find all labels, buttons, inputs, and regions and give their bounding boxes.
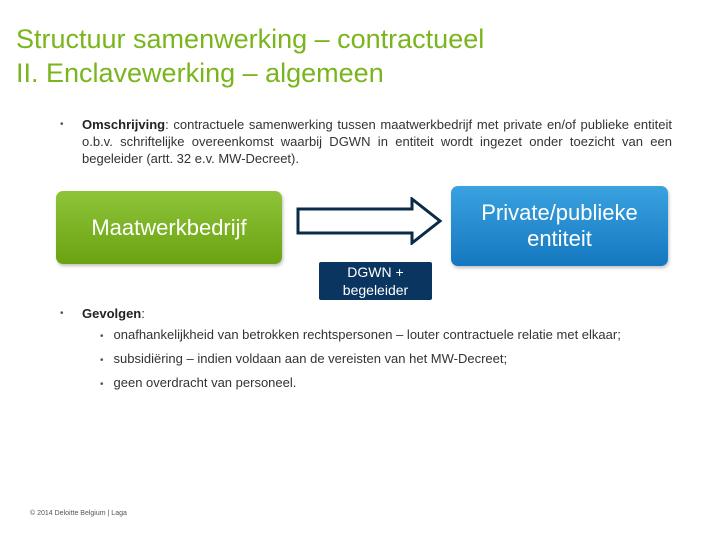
slide-title — [16, 22, 484, 90]
consequences-bullet — [60, 305, 660, 322]
dgwn-line-1: DGWN + — [347, 264, 404, 280]
dgwn-line-2: begeleider — [342, 282, 409, 298]
consequence-item — [100, 375, 296, 390]
consequence-text: geen overdracht van personeel. — [113, 375, 297, 390]
description-text — [82, 116, 672, 167]
bullet-icon: • — [60, 308, 64, 319]
maatwerkbedrijf-box — [56, 191, 282, 264]
description-term: Omschrijving — [82, 117, 166, 132]
title-line-2: II. Enclavewerking – algemeen — [16, 58, 384, 88]
footer-copyright: © 2014 Deloitte Belgium | Laga — [30, 510, 127, 517]
bullet-icon: • — [100, 355, 104, 366]
consequence-item — [100, 351, 507, 366]
bullet-icon: • — [60, 119, 64, 130]
title-line-1: Structuur samenwerking – contractueel — [16, 24, 485, 54]
dgwn-begeleider-label — [319, 262, 432, 300]
arrow-right-icon — [296, 197, 444, 245]
consequences-term: Gevolgen — [82, 306, 142, 321]
consequence-item — [100, 327, 621, 342]
consequence-text: subsidiëring – indien voldaan aan de vereisten van het MW-Decreet; — [113, 351, 508, 366]
bullet-icon: • — [100, 379, 104, 390]
consequence-text: onafhankelijkheid van betrokken rechtspersonen – louter contractuele relatie met elkaar; — [113, 327, 621, 342]
entiteit-label-line-2: entiteit — [527, 226, 592, 251]
entiteit-label-line-1: Private/publieke — [481, 200, 638, 225]
consequences-heading: Gevolgen: — [82, 306, 145, 321]
bullet-icon: • — [100, 331, 104, 342]
description-body: : contractuele samenwerking tussen maatwerkbedrijf met private en/of publieke entiteit o.b.v. schriftelijke overeenkomst waarbij DGWN in entiteit wordt ingezet onder toezicht van een begeleider (artt. 32 e.v. MW-Decreet). — [82, 117, 672, 166]
entiteit-box — [451, 186, 668, 266]
description-bullet — [60, 116, 672, 167]
maatwerkbedrijf-label: Maatwerkbedrijf — [91, 214, 247, 240]
